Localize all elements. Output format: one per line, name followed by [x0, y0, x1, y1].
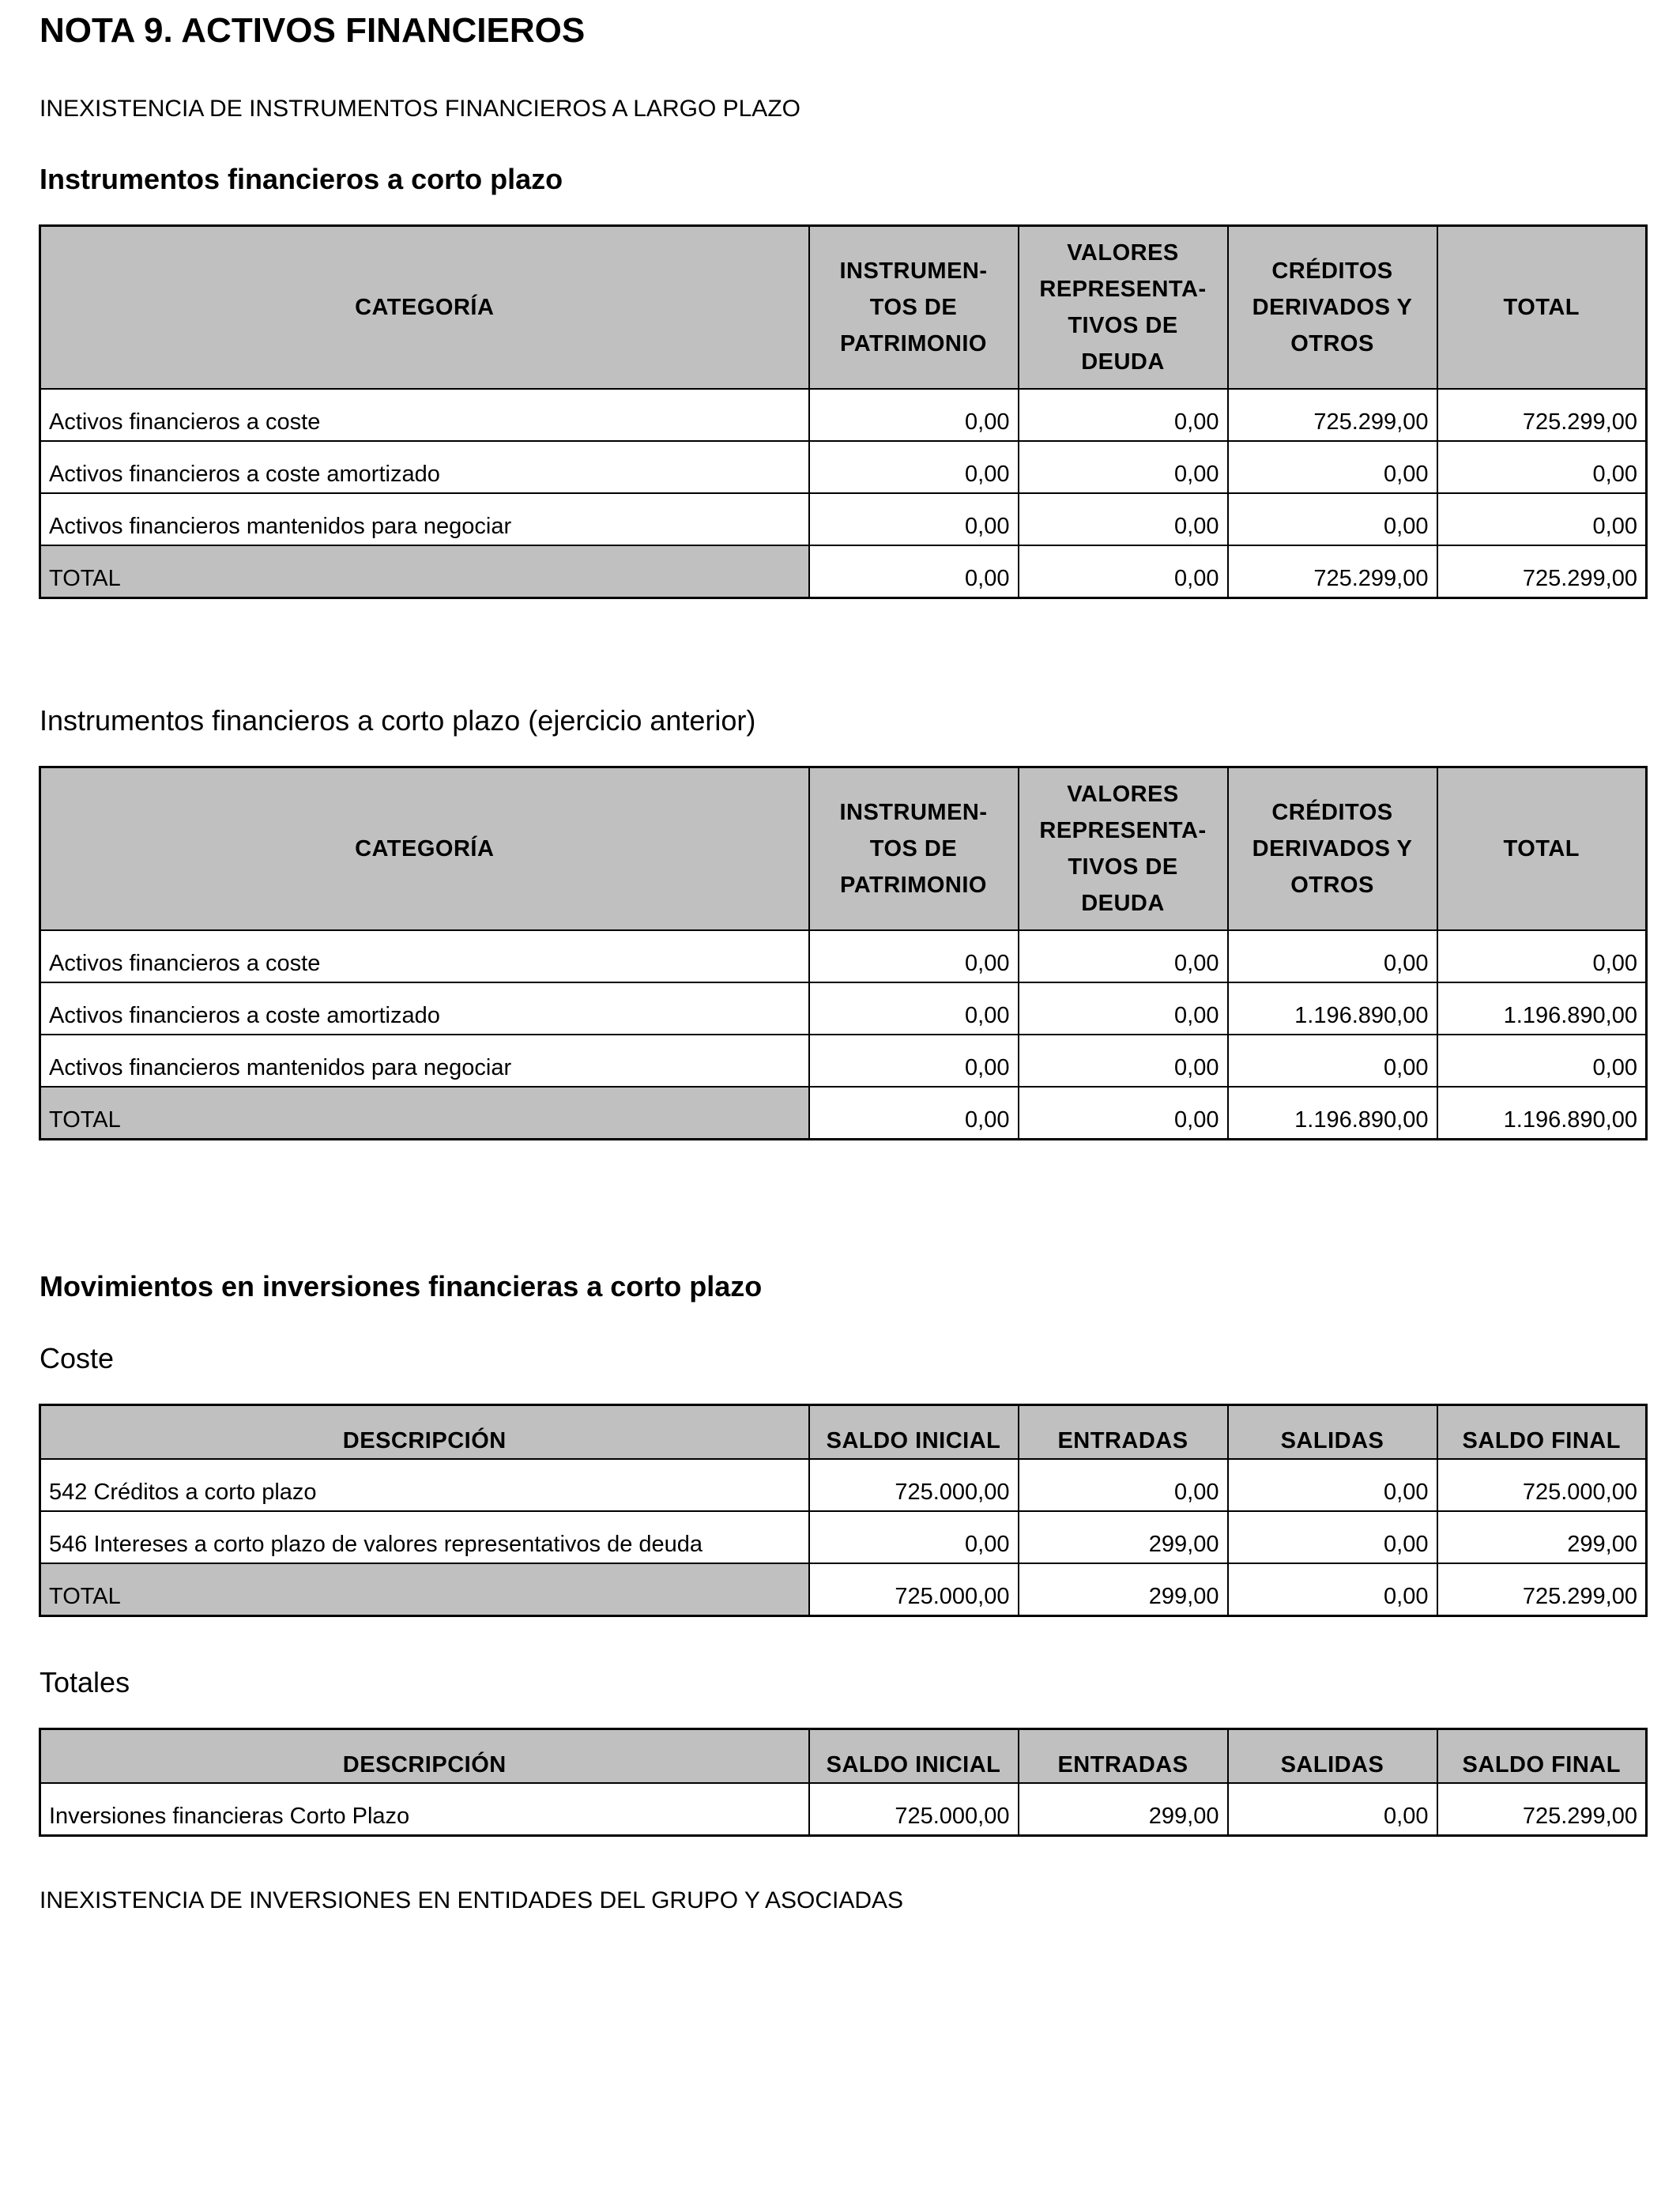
section1-table	[39, 224, 1648, 599]
section3-table	[39, 1404, 1648, 1617]
section3-heading: Movimientos en inversiones financieras a corto plazo	[40, 1270, 763, 1302]
table-row	[40, 441, 1647, 493]
note-long-term: INEXISTENCIA DE INSTRUMENTOS FINANCIEROS A LARGO PLAZO	[40, 96, 800, 122]
row-label: Activos financieros mantenidos para negociar	[40, 1035, 809, 1087]
section4-subheading: Totales	[40, 1666, 130, 1698]
table-cell: 725.299,00	[1437, 389, 1647, 441]
table-cell: 0,00	[1228, 1783, 1437, 1835]
table-cell: 0,00	[809, 1087, 1019, 1139]
table-cell: 299,00	[1019, 1511, 1228, 1563]
page-title: NOTA 9. ACTIVOS FINANCIEROS	[40, 11, 586, 50]
column-header: CATEGORÍA	[40, 226, 809, 390]
table-cell: 0,00	[809, 982, 1019, 1035]
table-row	[40, 493, 1647, 545]
row-label: 546 Intereses a corto plazo de valores representativos de deuda	[40, 1511, 809, 1563]
table-cell: 725.299,00	[1437, 545, 1647, 598]
table-cell: 0,00	[1019, 545, 1228, 598]
row-label: Activos financieros mantenidos para negociar	[40, 493, 809, 545]
column-header: ENTRADAS	[1019, 1405, 1228, 1460]
table-row	[40, 1783, 1647, 1835]
header-row	[40, 1729, 1647, 1784]
table-cell: 725.000,00	[809, 1563, 1019, 1615]
table-row	[40, 982, 1647, 1035]
table-cell: 0,00	[809, 930, 1019, 982]
table-cell: 725.000,00	[1437, 1459, 1647, 1511]
row-label: Activos financieros a coste amortizado	[40, 982, 809, 1035]
table-cell: 0,00	[1437, 930, 1647, 982]
table-cell: 0,00	[1228, 1563, 1437, 1615]
table-cell: 0,00	[1437, 493, 1647, 545]
table-cell: 299,00	[1437, 1511, 1647, 1563]
column-header: TOTAL	[1437, 226, 1647, 390]
table-row	[40, 389, 1647, 441]
table-row	[40, 1459, 1647, 1511]
table-cell: 725.299,00	[1437, 1563, 1647, 1615]
table-cell: 0,00	[809, 389, 1019, 441]
table-cell: 0,00	[1228, 493, 1437, 545]
column-header: VALORES REPRESENTA- TIVOS DE DEUDA	[1019, 226, 1228, 390]
table-row	[40, 1511, 1647, 1563]
total-row	[40, 545, 1647, 598]
table-cell: 1.196.890,00	[1228, 982, 1437, 1035]
section2-heading: Instrumentos financieros a corto plazo (ejercicio anterior)	[40, 704, 756, 737]
table-cell: 1.196.890,00	[1228, 1087, 1437, 1139]
table-cell: 0,00	[1019, 389, 1228, 441]
column-header: VALORES REPRESENTA- TIVOS DE DEUDA	[1019, 767, 1228, 931]
column-header: SALDO INICIAL	[809, 1729, 1019, 1784]
table-cell: 0,00	[1228, 1035, 1437, 1087]
column-header: INSTRUMEN- TOS DE PATRIMONIO	[809, 767, 1019, 931]
table-cell: 0,00	[809, 1511, 1019, 1563]
table-cell: 725.000,00	[809, 1783, 1019, 1835]
total-row	[40, 1563, 1647, 1615]
section1-heading: Instrumentos financieros a corto plazo	[40, 163, 563, 195]
table-cell: 1.196.890,00	[1437, 982, 1647, 1035]
table-cell: 0,00	[1019, 930, 1228, 982]
column-header: SALIDAS	[1228, 1405, 1437, 1460]
row-label: TOTAL	[40, 1563, 809, 1615]
row-label: Inversiones financieras Corto Plazo	[40, 1783, 809, 1835]
table-cell: 0,00	[809, 1035, 1019, 1087]
total-row	[40, 1087, 1647, 1139]
table-cell: 1.196.890,00	[1437, 1087, 1647, 1139]
table-cell: 299,00	[1019, 1563, 1228, 1615]
table-cell: 0,00	[1437, 441, 1647, 493]
column-header: INSTRUMEN- TOS DE PATRIMONIO	[809, 226, 1019, 390]
table-cell: 0,00	[1019, 1459, 1228, 1511]
header-row	[40, 767, 1647, 931]
row-label: Activos financieros a coste amortizado	[40, 441, 809, 493]
table-cell: 0,00	[1228, 1511, 1437, 1563]
table-cell: 0,00	[1437, 1035, 1647, 1087]
section4-table	[39, 1728, 1648, 1837]
section2-table	[39, 766, 1648, 1140]
column-header: CATEGORÍA	[40, 767, 809, 931]
row-label: TOTAL	[40, 545, 809, 598]
column-header: DESCRIPCIÓN	[40, 1729, 809, 1784]
column-header: TOTAL	[1437, 767, 1647, 931]
row-label: TOTAL	[40, 1087, 809, 1139]
note-group-investments: INEXISTENCIA DE INVERSIONES EN ENTIDADES DEL GRUPO Y ASOCIADAS	[40, 1887, 904, 1913]
header-row	[40, 1405, 1647, 1460]
table-cell: 0,00	[1228, 930, 1437, 982]
table-cell: 0,00	[1228, 1459, 1437, 1511]
table-cell: 725.299,00	[1228, 389, 1437, 441]
column-header: SALIDAS	[1228, 1729, 1437, 1784]
row-label: Activos financieros a coste	[40, 930, 809, 982]
table-cell: 299,00	[1019, 1783, 1228, 1835]
header-row	[40, 226, 1647, 390]
table-cell: 0,00	[1019, 1035, 1228, 1087]
column-header: CRÉDITOS DERIVADOS Y OTROS	[1228, 767, 1437, 931]
table-row	[40, 1035, 1647, 1087]
table-cell: 0,00	[1019, 1087, 1228, 1139]
column-header: SALDO FINAL	[1437, 1405, 1647, 1460]
table-cell: 0,00	[809, 545, 1019, 598]
column-header: DESCRIPCIÓN	[40, 1405, 809, 1460]
section3-subheading: Coste	[40, 1342, 115, 1374]
table-cell: 0,00	[1228, 441, 1437, 493]
column-header: CRÉDITOS DERIVADOS Y OTROS	[1228, 226, 1437, 390]
table-cell: 725.299,00	[1437, 1783, 1647, 1835]
row-label: 542 Créditos a corto plazo	[40, 1459, 809, 1511]
table-cell: 0,00	[1019, 493, 1228, 545]
table-cell: 0,00	[809, 441, 1019, 493]
table-row	[40, 930, 1647, 982]
table-cell: 0,00	[1019, 441, 1228, 493]
column-header: ENTRADAS	[1019, 1729, 1228, 1784]
table-cell: 0,00	[809, 493, 1019, 545]
table-cell: 0,00	[1019, 982, 1228, 1035]
table-cell: 725.000,00	[809, 1459, 1019, 1511]
column-header: SALDO INICIAL	[809, 1405, 1019, 1460]
column-header: SALDO FINAL	[1437, 1729, 1647, 1784]
row-label: Activos financieros a coste	[40, 389, 809, 441]
table-cell: 725.299,00	[1228, 545, 1437, 598]
